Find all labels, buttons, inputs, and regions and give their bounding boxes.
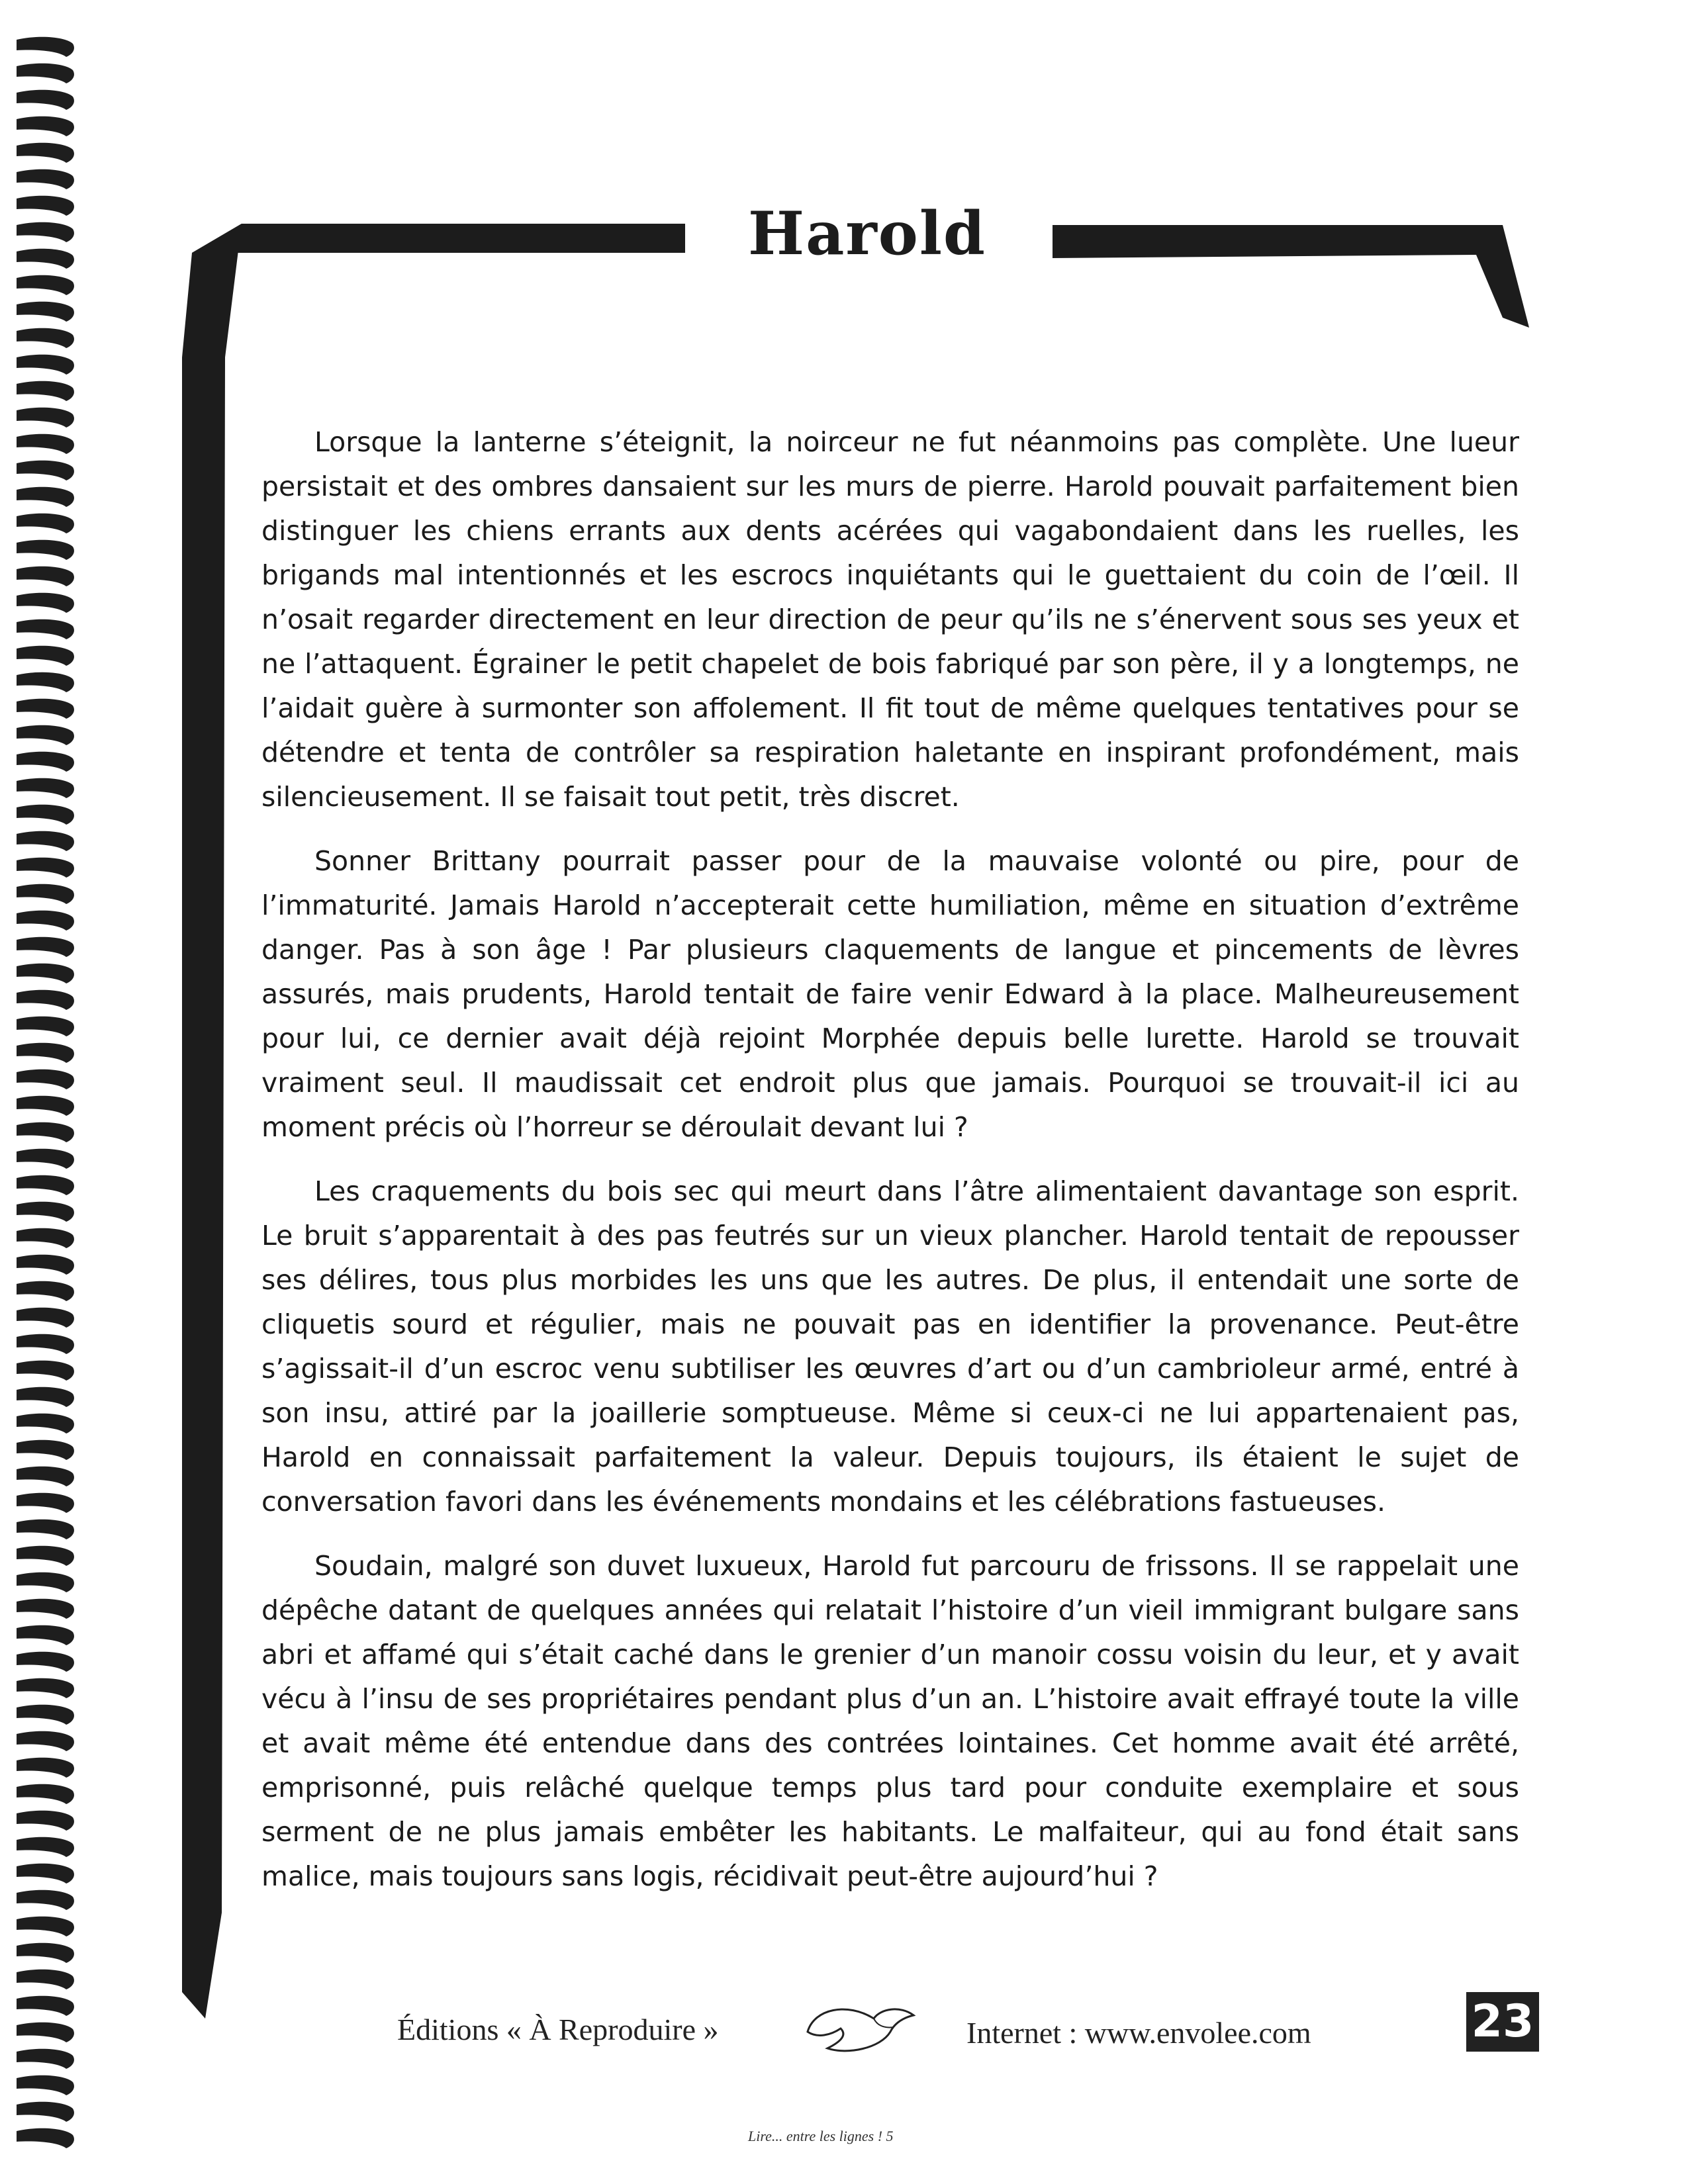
paragraph-3: Les craquements du bois sec qui meurt dans l’âtre alimentaient davantage son esprit. Le bruit s’apparentait à des pas feutrés sur un vieux plancher. Harold tentait de repousser ses délires, tous plus morbides les uns que les autres. De plus, il entendait une sorte de cliquetis sourd et régulier, mais ne pouvait pas en identifier la provenance. Peut-être s’agissait-il d’un escroc venu subtiliser les œuvres d’art ou d’un cambrioleur armé, entré à son insu, attiré par la joaillerie somptueuse. Même si ceux-ci ne lui appartenaient pas, Harold en connaissait parfaitement la valeur. Depuis toujours, ils étaient le sujet de conversation favori dans les événements mondains et les célébrations fastueuses. xyxy=(261,1175,1519,1518)
publisher-name: Éditions « À Reproduire » xyxy=(397,2013,719,2046)
frame-top-left-bar xyxy=(192,224,685,253)
page-number: 23 xyxy=(1466,1992,1539,2052)
bird-logo-icon xyxy=(801,1995,920,2062)
paragraph-4: Soudain, malgré son duvet luxueux, Harold fut parcouru de frissons. Il se rappelait une dépêche datant de quelques années qui relatait l’histoire d’un vieil immigrant bulgare sans abri et affamé qui s’était caché dans le grenier d’un manoir cossu voisin du leur, et y avait vécu à l’insu de ses propriétaires pendant plus d’un an. L’histoire avait effrayé toute la ville et avait même été entendue dans des contrées lointaines. Cet homme avait été arrêté, emprisonné, puis relâché quelque temps plus tard pour conduite exemplaire et sous serment de ne plus jamais embêter les habitants. Le malfaiteur, qui au fond était sans malice, mais toujours sans logis, récidivait peut-être aujourd’hui ? xyxy=(261,1550,1519,1892)
tagline: Lire... entre les lignes ! 5 xyxy=(748,2128,894,2144)
website-link[interactable]: Internet : www.envolee.com xyxy=(966,2016,1311,2050)
story-body xyxy=(261,420,1519,1919)
page-title: Harold xyxy=(748,199,986,269)
frame-top-right-bar xyxy=(1053,225,1529,328)
paragraph-2: Sonner Brittany pourrait passer pour de la mauvaise volonté ou pire, pour de l’immaturité. Jamais Harold n’accepterait cette humiliation, même en situation d’extrême danger. Pas à son âge ! Par plusieurs claquements de langue et pincements de lèvres assurés, mais prudents, Harold tentait de faire venir Edward à la place. Malheureusement pour lui, ce dernier avait déjà rejoint Morphée depuis belle lurette. Harold se trouvait vraiment seul. Il maudissait cet endroit plus que jamais. Pourquoi se trouvait-il ici au moment précis où l’horreur se déroulait devant lui ? xyxy=(261,845,1519,1143)
paragraph-1: Lorsque la lanterne s’éteignit, la noirceur ne fut néanmoins pas complète. Une lueur persistait et des ombres dansaient sur les murs de pierre. Harold pouvait parfaitement bien distinguer les chiens errants aux dents acérées qui vagabondaient dans les ruelles, les brigands mal intentionnés et les escrocs inquiétants qui le guettaient du coin de l’œil. Il n’osait regarder directement en leur direction de peur qu’ils ne s’énervent sous ses yeux et ne l’attaquent. Égrainer le petit chapelet de bois fabriqué par son père, il y a longtemps, ne l’aidait guère à surmonter son affolement. Il fit tout de même quelques tentatives pour se détendre et tenta de contrôler sa respiration haletante en inspirant profondément, mais silencieusement. Il se faisait tout petit, très discret. xyxy=(261,426,1519,813)
frame-left-bar xyxy=(182,224,242,2019)
